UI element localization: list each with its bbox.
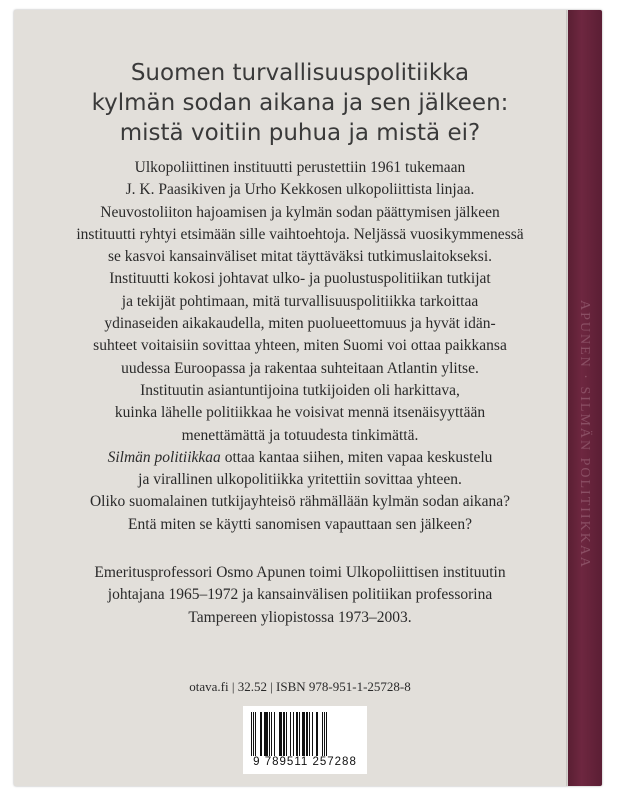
spine-text-decoration: APUNEN · SILMÄN POLITIIKKAA — [577, 300, 592, 570]
barcode-space — [327, 712, 328, 756]
blurb-line: J. K. Paasikiven ja Urho Kekkosen ulkopoliittista linjaa. — [125, 181, 475, 199]
blurb-line: se kasvoi kansainväliset mitat täyttäväksi tutkimuslaitokseksi. — [108, 248, 492, 266]
blurb-line: Instituutti kokosi johtavat ulko- ja puolustuspolitiikan tutkijat — [109, 270, 491, 288]
bio-line: Tampereen yliopistossa 1973–2003. — [188, 608, 412, 626]
blurb-line-with-title — [50, 447, 550, 469]
blurb-line: Entä miten se käytti sanomisen vapauttaan sen jälkeen? — [128, 515, 472, 533]
blurb-line: ja virallinen ulkopolitiikka yritettiin sovittaa yhteen. — [138, 471, 462, 489]
blurb-line: Oliko suomalainen tutkijayhteisö rähmällään kylmän sodan aikana? — [89, 493, 511, 511]
blurb-line: ydinaseiden aikakaudella, miten puolueettomuus ja hyvät idän- — [104, 315, 496, 333]
blurb-line: Instituutin asiantuntijoina tutkijoiden oli harkittava, — [140, 381, 460, 399]
blurb-line-rest: ottaa kantaa siihen, miten vapaa keskustelu — [220, 448, 493, 466]
headline-line: Suomen turvallisuuspolitiikka — [130, 60, 470, 86]
blurb-line: Ulkopoliittinen instituutti perustettiin 1961 tukemaan — [134, 159, 466, 176]
barcode-digits: 9 789511 257288 — [253, 756, 357, 768]
isbn-barcode — [243, 706, 367, 774]
headline-line: kylmän sodan aikana ja sen jälkeen: — [91, 90, 509, 116]
blurb-line: kuinka lähelle politiikkaa he voisivat mennä itsenäisyyttään — [114, 404, 486, 422]
blurb-text — [50, 157, 550, 536]
headline-line: mistä voitiin puhua ja mistä ei? — [119, 120, 481, 146]
blurb-line: menettämättä ja totuudesta tinkimättä. — [181, 426, 419, 444]
blurb-line: suhteet voitaisiin sovittaa yhteen, miten Suomi voi ottaa paikkansa — [93, 337, 507, 355]
book-title-italic: Silmän politiikkaa — [107, 448, 221, 466]
blurb-line: ja tekijät pohtimaan, mitä turvallisuuspolitiikka tarkoittaa — [121, 292, 479, 310]
blurb-line: uudessa Euroopassa ja rakentaa suhteitaan Atlantin ylitse. — [121, 359, 479, 377]
author-bio — [50, 562, 550, 629]
publisher-isbn-line: otava.fi | 32.52 | ISBN 978-951-1-25728-8 — [189, 679, 411, 694]
headline — [60, 58, 540, 148]
barcode-bars — [251, 712, 359, 756]
bio-line: Emeritusprofessori Osmo Apunen toimi Ulkopoliittisen instituutin — [94, 564, 506, 581]
blurb-line: instituutti ryhtyi etsimään sille vaihtoehtoja. Neljässä vuosikymmenessä — [76, 225, 524, 243]
bio-line: johtajana 1965–1972 ja kansainvälisen politiikan professorina — [107, 586, 493, 604]
blurb-line: Neuvostoliiton hajoamisen ja kylmän sodan päättymisen jälkeen — [100, 203, 500, 221]
